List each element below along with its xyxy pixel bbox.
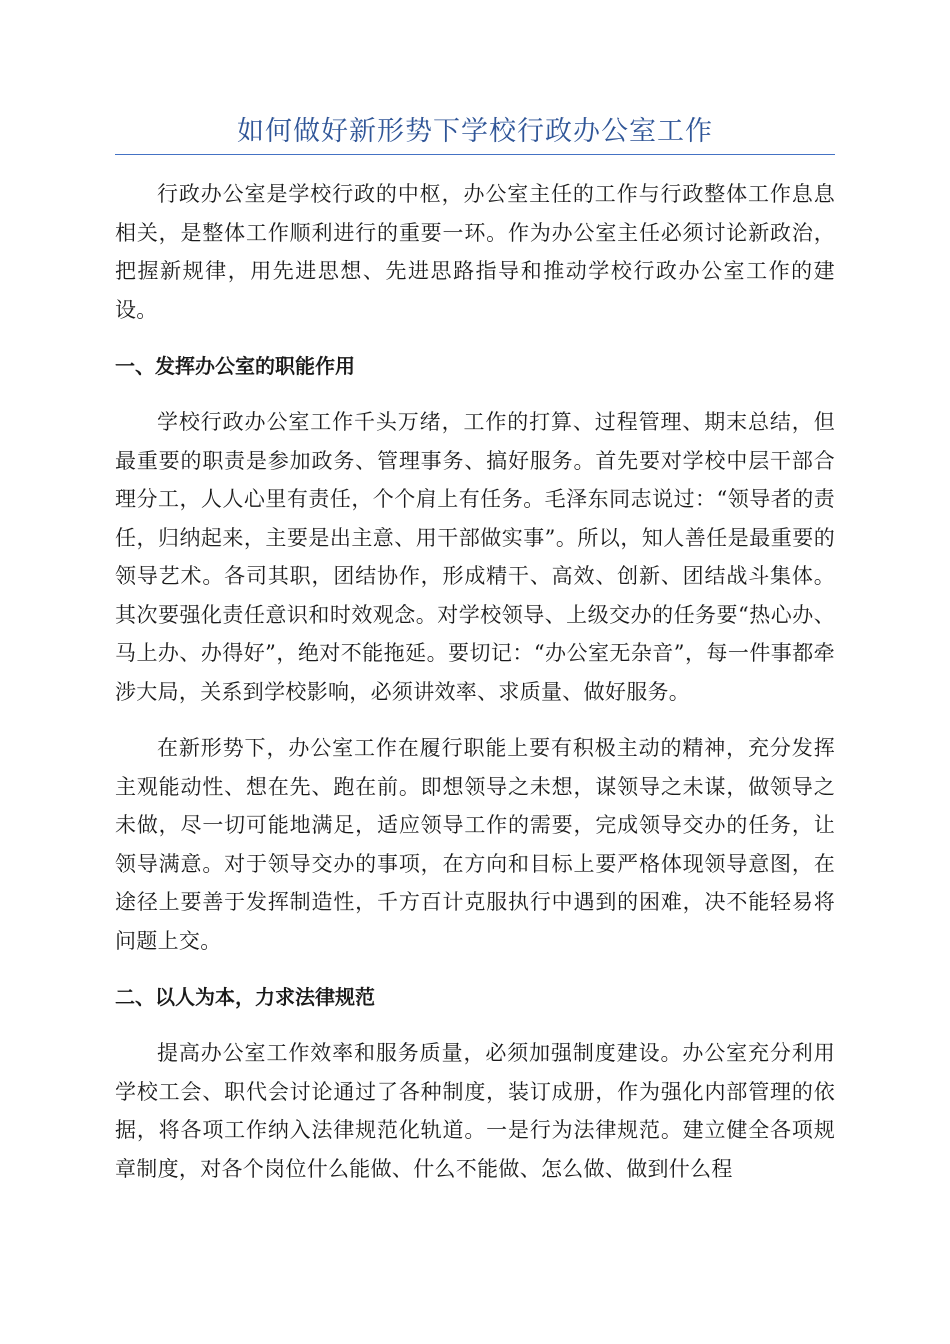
title-underline: [115, 154, 835, 155]
intro-paragraph: 行政办公室是学校行政的中枢，办公室主任的工作与行政整体工作息息相关，是整体工作顺利进行的重要一环。作为办公室主任必须讨论新政治，把握新规律，用先进思想、先进思路指导和推动学校行政办公室工作的建设。: [115, 182, 835, 322]
section-heading-2: 二、以人为本，力求法律规范: [115, 985, 375, 1009]
document-title: 如何做好新形势下学校行政办公室工作: [237, 116, 713, 147]
section-1-paragraph-1: 学校行政办公室工作千头万绪，工作的打算、过程管理、期末总结，但最重要的职责是参加政务、管理事务、搞好服务。首先要对学校中层干部合理分工，人人心里有责任，个个肩上有任务。毛泽东同志说过：“领导者的责任，归纳起来，主要是出主意、用干部做实事”。所以，知人善任是最重要的领导艺术。各司其职，团结协作，形成精干、高效、创新、团结战斗集体。其次要强化责任意识和时效观念。对学校领导、上级交办的任务要“热心办、马上办、办得好”，绝对不能拖延。要切记：“办公室无杂音”，每一件事都牵涉大局，关系到学校影响，必须讲效率、求质量、做好服务。: [115, 410, 835, 704]
section-2-paragraph-1: 提高办公室工作效率和服务质量，必须加强制度建设。办公室充分利用学校工会、职代会讨论通过了各种制度，装订成册，作为强化内部管理的依据，将各项工作纳入法律规范化轨道。一是行为法律规范。建立健全各项规章制度，对各个岗位什么能做、什么不能做、怎么做、做到什么程: [115, 1041, 835, 1181]
document-body: [115, 175, 835, 1188]
section-1-paragraph-2: 在新形势下，办公室工作在履行职能上要有积极主动的精神，充分发挥主观能动性、想在先、跑在前。即想领导之未想，谋领导之未谋，做领导之未做，尽一切可能地满足，适应领导工作的需要，完成领导交办的任务，让领导满意。对于领导交办的事项，在方向和目标上要严格体现领导意图，在途径上要善于发挥制造性，千方百计克服执行中遇到的困难，决不能轻易将问题上交。: [115, 736, 835, 953]
section-heading-1: 一、发挥办公室的职能作用: [115, 354, 355, 378]
